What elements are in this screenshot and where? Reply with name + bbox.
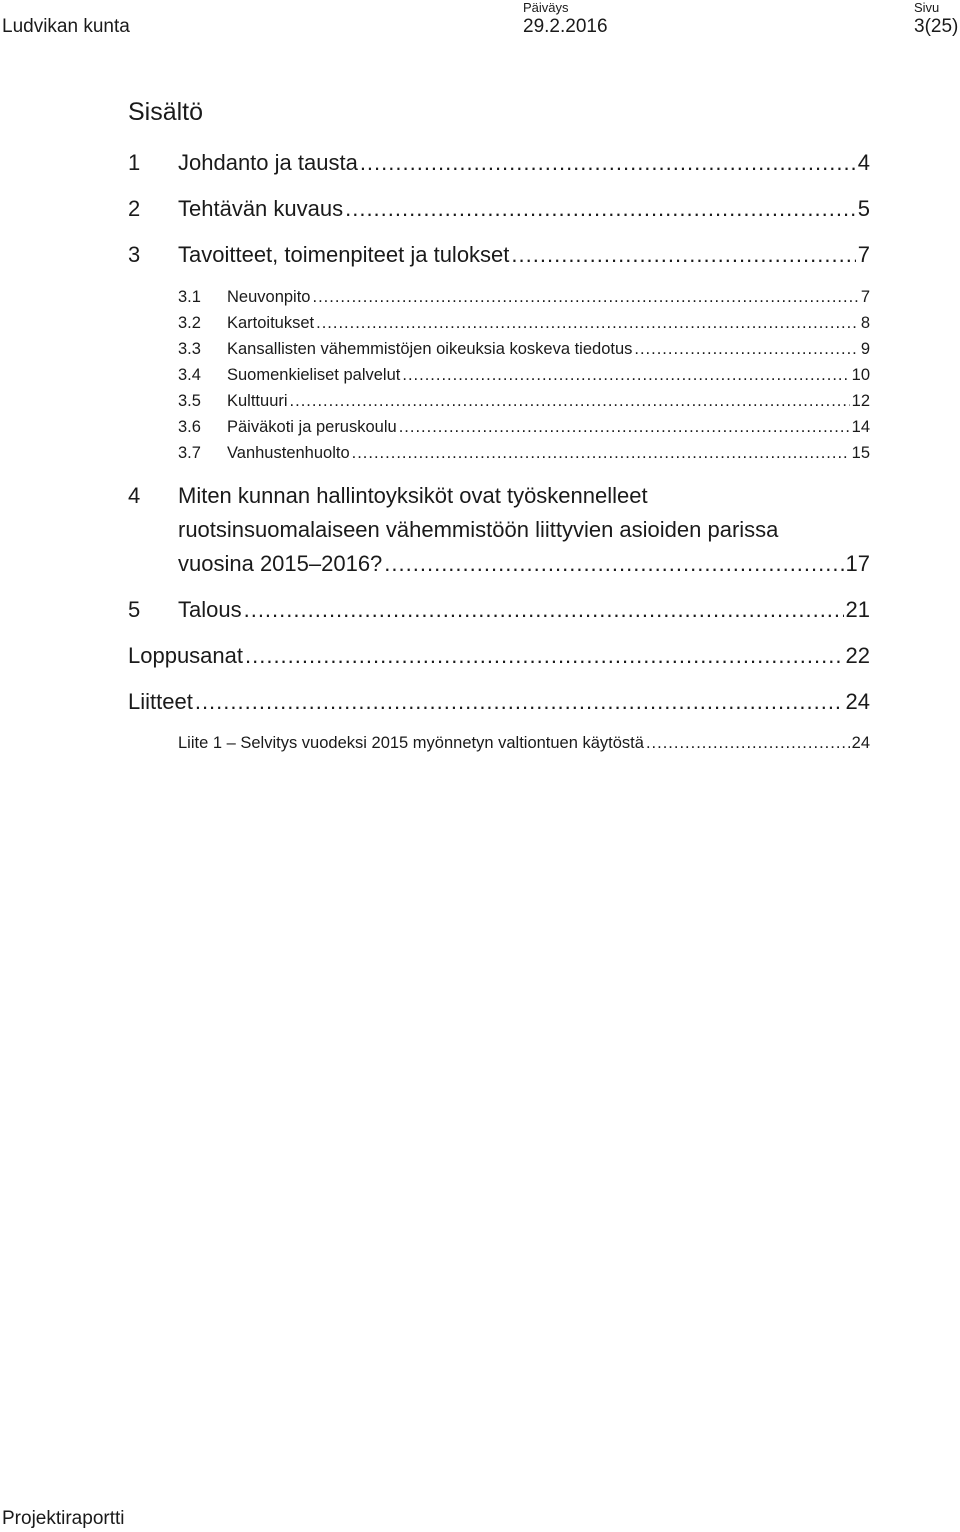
toc-entry-number: 3.5 [178, 392, 201, 410]
toc-entry-loppusanat[interactable] [128, 643, 870, 669]
toc-entry-page: 5 [857, 196, 870, 221]
toc-entry-number: 1 [128, 150, 141, 175]
toc-entry-3-2[interactable] [178, 313, 870, 333]
toc-entry-number: 3.2 [178, 314, 201, 332]
dot-leader [384, 547, 843, 581]
dot-leader [360, 150, 856, 176]
toc-entry-title-line: vuosina 2015–2016? [178, 551, 383, 576]
toc-entry-page: 9 [860, 340, 870, 358]
toc-entry-liitteet[interactable] [128, 689, 870, 715]
toc-entry-page: 14 [851, 418, 870, 436]
toc-entry-title: Loppusanat [128, 643, 243, 668]
dot-leader [646, 733, 850, 753]
toc-entry-page: 10 [851, 366, 870, 384]
toc-entry-title: Johdanto ja tausta [178, 150, 358, 175]
toc-entry-page: 8 [860, 314, 870, 332]
footer-document-type: Projektiraportti [2, 1508, 125, 1529]
toc-entry-title: Neuvonpito [227, 288, 311, 306]
dot-leader [402, 365, 849, 385]
dot-leader [316, 313, 859, 333]
dot-leader [245, 643, 844, 669]
toc-title: Sisältö [128, 98, 204, 126]
toc-entry-3-6[interactable] [178, 417, 870, 437]
toc-entry-number: 4 [128, 483, 141, 508]
toc-entry-page: 15 [851, 444, 870, 462]
toc-entry-2[interactable] [128, 196, 870, 222]
toc-entry-number: 3.7 [178, 444, 201, 462]
dot-leader [634, 339, 858, 359]
toc-entry-1[interactable] [128, 150, 870, 176]
toc-entry-title-line: Miten kunnan hallintoyksiköt ovat työskennelleet [178, 483, 648, 508]
date-label: Päiväys [523, 0, 569, 15]
toc-entry-title: Kulttuuri [227, 392, 288, 410]
toc-entry-number: 3.1 [178, 288, 201, 306]
toc-entry-5[interactable] [128, 597, 870, 623]
toc-entry-page: 4 [857, 150, 870, 175]
toc-entry-title: Kartoitukset [227, 314, 315, 332]
toc-entry-number: 5 [128, 597, 141, 622]
dot-leader [195, 689, 844, 715]
toc-entry-3-3[interactable] [178, 339, 870, 359]
toc-entry-title: Tavoitteet, toimenpiteet ja tulokset [178, 242, 510, 267]
toc-entry-4[interactable] [128, 479, 870, 581]
toc-entry-3-7[interactable] [178, 443, 870, 463]
toc-entry-title: Päiväkoti ja peruskoulu [227, 418, 397, 436]
toc-entry-title: Vanhustenhuolto [227, 444, 350, 462]
toc-entry-page: 24 [851, 734, 870, 752]
page-label: Sivu [914, 0, 940, 15]
toc-entry-page: 7 [857, 242, 870, 267]
dot-leader [290, 391, 850, 411]
toc-entry-3-1[interactable] [178, 287, 870, 307]
dot-leader [244, 597, 844, 623]
toc-entry-number: 2 [128, 196, 141, 221]
toc-entry-title: Liite 1 – Selvitys vuodeksi 2015 myönnetyn valtiontuen käytöstä [178, 734, 644, 752]
page-number: 3(25) [914, 16, 959, 37]
toc-entry-title: Liitteet [128, 689, 193, 714]
toc-entry-number: 3.4 [178, 366, 201, 384]
organization-name: Ludvikan kunta [2, 16, 130, 37]
document-date: 29.2.2016 [523, 16, 608, 37]
toc-entry-3-5[interactable] [178, 391, 870, 411]
toc-entry-title: Suomenkieliset palvelut [227, 366, 401, 384]
toc-entry-3-4[interactable] [178, 365, 870, 385]
toc-entry-3[interactable] [128, 242, 870, 268]
toc-entry-number: 3.6 [178, 418, 201, 436]
toc-entry-title: Kansallisten vähemmistöjen oikeuksia koskeva tiedotus [227, 340, 633, 358]
toc-entry-number: 3 [128, 242, 141, 267]
toc-entry-page: 24 [845, 689, 870, 714]
dot-leader [511, 242, 855, 268]
toc-entry-title: Tehtävän kuvaus [178, 196, 344, 221]
toc-entry-page: 12 [851, 392, 870, 410]
dot-leader [312, 287, 858, 307]
dot-leader [352, 443, 850, 463]
toc-entry-page: 21 [845, 597, 870, 622]
dot-leader [399, 417, 850, 437]
toc-entry-page: 17 [845, 551, 870, 576]
toc-entry-title: Talous [178, 597, 242, 622]
toc-entry-number: 3.3 [178, 340, 201, 358]
toc-entry-liite-1[interactable] [178, 733, 870, 753]
toc-entry-page: 7 [860, 288, 870, 306]
dot-leader [345, 196, 856, 222]
toc-entry-page: 22 [845, 643, 870, 668]
toc-entry-title-line: ruotsinsuomalaiseen vähemmistöön liittyvien asioiden parissa [178, 517, 779, 542]
